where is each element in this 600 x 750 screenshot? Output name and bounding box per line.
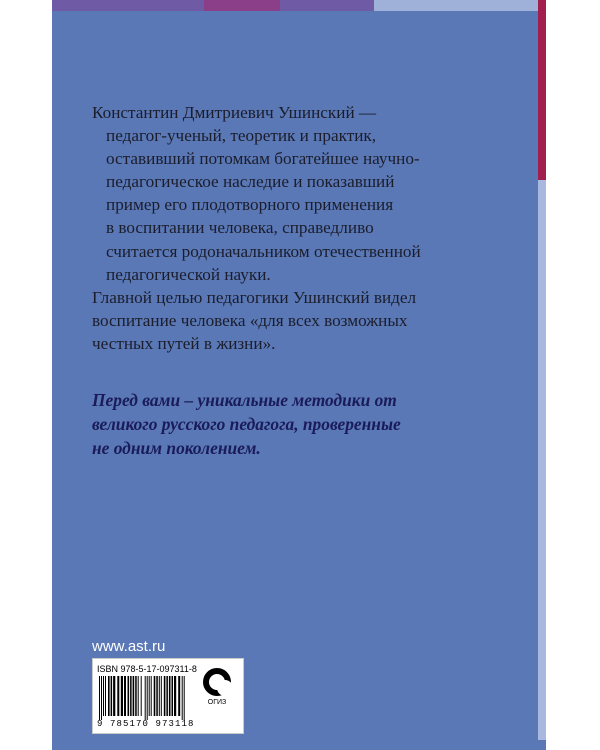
barcode-bar (113, 676, 115, 716)
barcode-bar (124, 676, 126, 716)
description-line: педагогическое наследие и показавший (106, 172, 395, 192)
barcode-bar (169, 676, 171, 716)
top-stripe-segment (52, 0, 204, 11)
publisher-logo (201, 668, 233, 724)
barcode-bar (147, 676, 148, 720)
isbn-text: ISBN 978-5-17-097311-8 (97, 664, 197, 674)
highlight-line: не одним поколением. (92, 437, 261, 458)
barcode-bar (166, 676, 168, 716)
barcode-bar (121, 676, 123, 716)
publisher-logo-label: ОГИЗ (207, 699, 227, 706)
barcode-bar (103, 676, 104, 716)
barcode-bar (149, 676, 150, 716)
description-line: честных путей в жизни». (92, 333, 276, 353)
side-stripe-light (538, 180, 546, 740)
barcode-bar (182, 676, 183, 720)
barcode-bar (151, 676, 152, 716)
description-line: педагог-ученый, теоретик и практик, (106, 126, 377, 146)
description-line: Главной целью педагогики Ушинский видел (92, 287, 417, 307)
barcode-bar (101, 676, 102, 720)
barcode-bar (156, 676, 158, 716)
barcode-bar (128, 676, 130, 716)
barcode-bar (145, 676, 146, 720)
top-stripe-segment (374, 0, 546, 11)
barcode-bar (99, 676, 100, 720)
barcode-bar (184, 676, 185, 720)
top-stripe-segment (204, 0, 280, 11)
barcode-bar (138, 676, 139, 716)
barcode-bar (108, 676, 110, 716)
description-line: оставивший потомкам богатейшее научно- (106, 149, 420, 169)
highlight-line: великого русского педагога, проверенные (92, 413, 401, 434)
description-line: Константин Дмитриевич Ушинский — (92, 103, 377, 122)
publisher-website: www.ast.ru (92, 638, 166, 655)
barcode-bar (178, 676, 180, 716)
barcode-bar (111, 676, 113, 716)
publisher-logo-icon (203, 668, 231, 696)
description-line: считается родоначальником отечественной (106, 241, 421, 261)
top-stripe-segment (280, 0, 374, 11)
barcode-bar (130, 676, 132, 716)
barcode-bar (133, 676, 135, 716)
barcode-bar (159, 676, 160, 716)
barcode-bar (161, 676, 162, 716)
description-line: в воспитании человека, справедливо (106, 218, 374, 238)
barcode-bar (105, 676, 106, 716)
barcode-bar (172, 676, 174, 716)
description-line: воспитание человека «для всех возможных (92, 310, 408, 330)
description-paragraph (92, 101, 492, 355)
description-line: пример его плодотворного применения (106, 195, 394, 215)
highlight-paragraph (92, 389, 492, 460)
barcode-bar (135, 676, 137, 716)
barcode-bar (117, 676, 119, 716)
barcode-number: 9 785170 973118 (97, 719, 195, 729)
side-stripe-red (538, 0, 546, 180)
barcode-bar (174, 676, 176, 716)
barcode-bar (154, 676, 156, 716)
highlight-line: Перед вами – уникальные методики от (92, 390, 397, 410)
description-line: педагогической науки. (106, 264, 271, 284)
barcode-bar (141, 676, 142, 716)
barcode-bar (164, 676, 166, 716)
